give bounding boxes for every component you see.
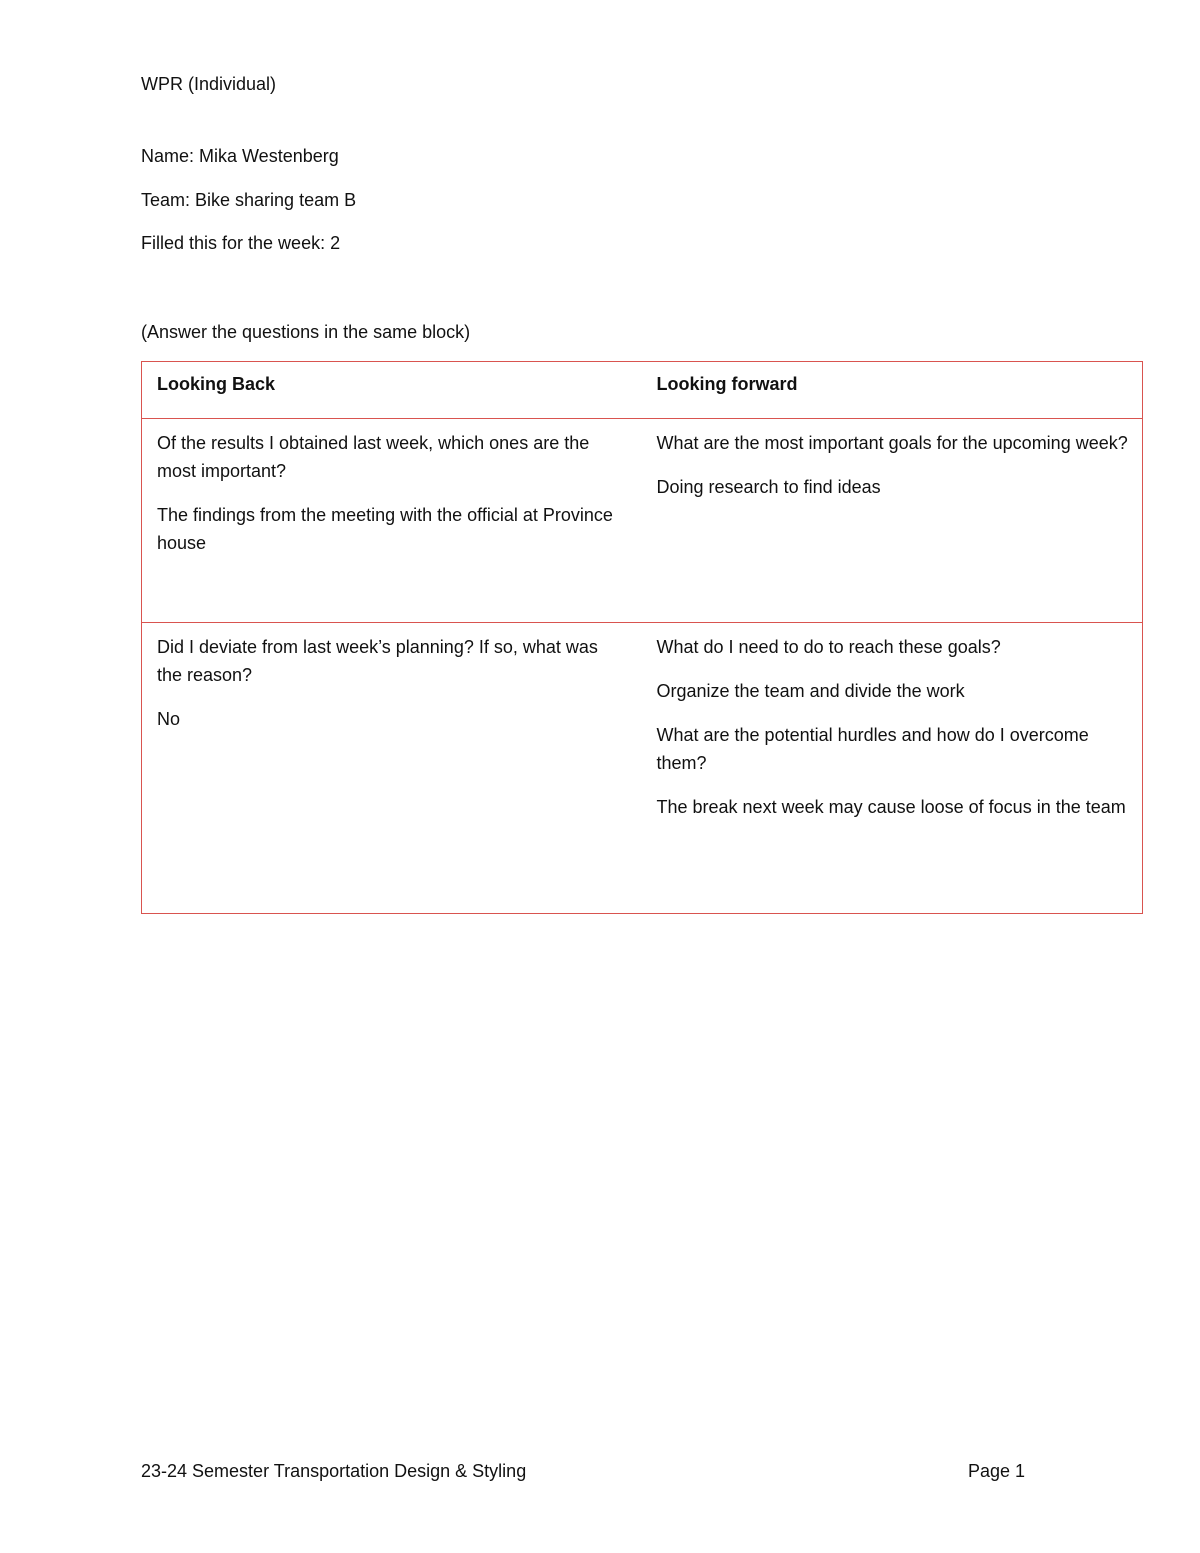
document-title: WPR (Individual) xyxy=(141,74,277,94)
table-row xyxy=(142,623,1143,914)
table-header-row xyxy=(142,362,1143,419)
table-row xyxy=(142,419,1143,623)
question-text: Of the results I obtained last week, which ones are the most important? xyxy=(157,433,590,481)
answer-text: No xyxy=(157,709,181,729)
table-cell xyxy=(642,623,1143,914)
table-cell xyxy=(642,419,1143,623)
header-looking-forward: Looking forward xyxy=(642,362,1143,419)
question-text: What are the most important goals for the upcoming week? xyxy=(656,433,1128,453)
answer-text: The findings from the meeting with the official at Province house xyxy=(157,505,613,553)
footer-course-title: 23-24 Semester Transportation Design & Styling xyxy=(141,1461,527,1481)
question-text: Did I deviate from last week’s planning? If so, what was the reason? xyxy=(157,637,598,685)
answer-text: The break next week may cause loose of focus in the team xyxy=(656,797,1126,817)
week-line: Filled this for the week: 2 xyxy=(141,233,341,253)
answer-text: Organize the team and divide the work xyxy=(656,681,965,701)
table-cell xyxy=(142,623,642,914)
footer-page-number: Page 1 xyxy=(968,1461,1026,1481)
instruction-text: (Answer the questions in the same block) xyxy=(141,322,471,342)
name-line: Name: Mika Westenberg xyxy=(141,146,339,166)
wpr-table xyxy=(141,361,1143,914)
team-line: Team: Bike sharing team B xyxy=(141,190,357,210)
table-cell xyxy=(142,419,642,623)
header-looking-back: Looking Back xyxy=(142,362,642,419)
answer-text: Doing research to find ideas xyxy=(656,477,881,497)
question-text: What do I need to do to reach these goals? xyxy=(656,637,1001,657)
question-text: What are the potential hurdles and how do I overcome them? xyxy=(656,725,1089,773)
